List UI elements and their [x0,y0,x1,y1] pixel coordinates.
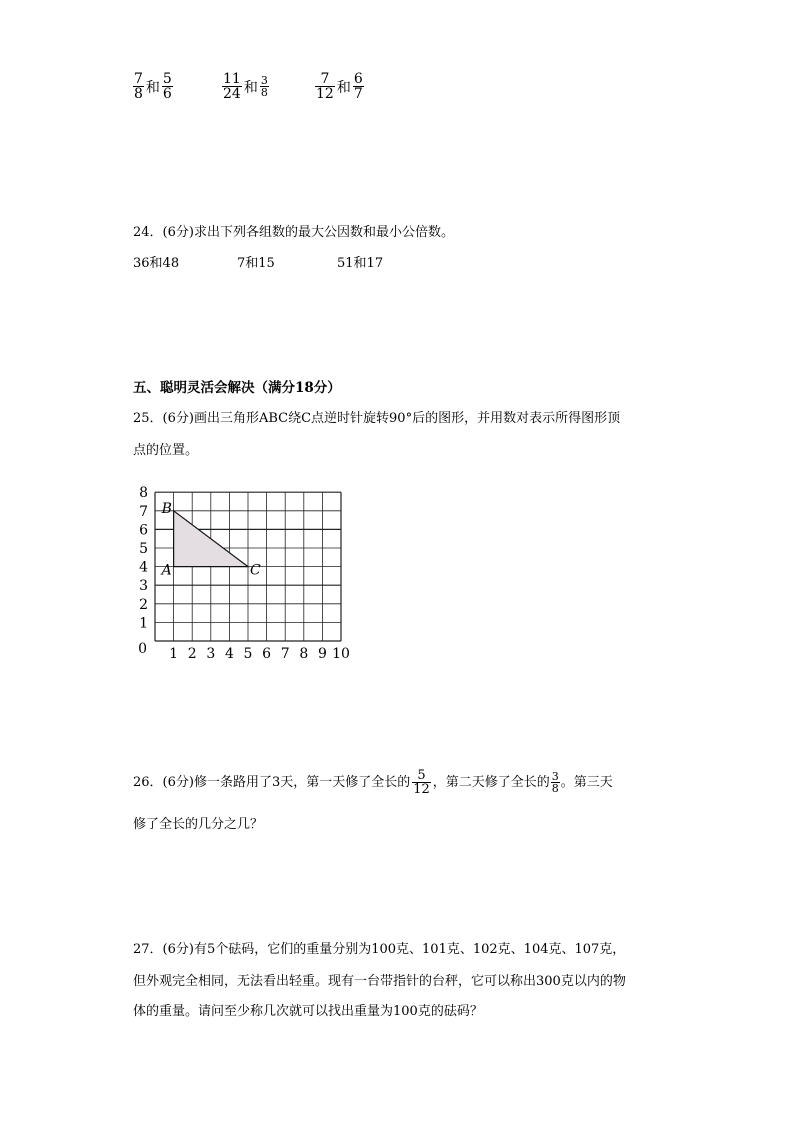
numerator: 6 [353,71,363,87]
y-tick-label: 8 [139,485,148,502]
numerator: 7 [134,71,143,87]
y-tick-label: 6 [139,522,148,539]
q26-line-1 [133,769,613,796]
q24-group-2: 7和15 [237,256,275,271]
y-tick-label: 1 [139,615,148,632]
numerator: 5 [162,71,172,87]
y-tick-label: 4 [139,559,148,576]
joiner-text: 和 [145,79,160,96]
fraction-pair-2 [222,72,269,101]
denominator: 8 [551,782,559,795]
denominator: 12 [413,782,430,797]
y-tick-label: 5 [139,541,148,557]
x-tick-label: 7 [280,646,290,662]
y-tick-label: 3 [139,578,148,595]
x-tick-label: 10 [332,646,350,662]
q27-line-2: 但外观完全相同，无法看出轻重。现有一台带指针的台秤，它可以称出300克以内的物 [133,974,626,989]
y-tick-label: 2 [139,596,148,613]
x-tick-label: 1 [169,646,179,662]
section-heading: 五、聪明灵活会解决（满分18分） [133,380,341,396]
q27-line-3: 体的重量。请问至少称几次就可以找出重量为100克的砝码？ [133,1004,483,1019]
joiner-text: 和 [336,79,351,96]
fraction [353,72,364,101]
q26-middle: ，第二天修了全长的 [432,774,550,790]
x-tick-label: 3 [206,646,216,662]
q25-line-1: 25．(6分)画出三角形ABC绕C点逆时针旋转90°后的图形，并用数对表示所得图形顶 [133,411,621,426]
q25-line-2: 点的位置。 [133,443,199,458]
q24-group-1: 36和48 [133,256,180,271]
numerator: 7 [320,71,330,87]
x-tick-label: 5 [243,646,253,662]
fraction [412,769,431,796]
x-tick-label: 2 [187,646,197,662]
denominator: 8 [260,86,268,99]
q24-prompt: 24．(6分)求出下列各组数的最大公因数和最小公倍数。 [133,225,454,240]
denominator: 6 [162,86,172,102]
fraction [162,72,173,101]
q26-line-2: 修了全长的几分之几？ [133,817,264,832]
numerator: 11 [223,71,241,87]
fraction [315,72,335,101]
y-tick-label: 7 [139,503,148,520]
denominator: 24 [223,86,241,102]
x-tick-label: 8 [299,646,309,662]
numerator: 3 [260,74,268,87]
vertex-label: A [161,562,172,579]
numerator: 3 [551,770,559,783]
x-tick-label: 4 [224,646,234,662]
fraction [260,75,269,98]
fraction-pair-1 [133,72,173,101]
q24-group-3: 51和17 [337,256,384,271]
fraction [133,72,144,101]
x-tick-label: 9 [317,646,327,662]
fraction [551,771,560,794]
origin-label: 0 [138,641,147,657]
fraction-pair-3 [315,72,364,101]
coordinate-grid [130,480,360,670]
fraction [222,72,242,101]
denominator: 8 [134,86,143,102]
joiner-text: 和 [243,79,258,96]
denominator: 12 [316,86,334,102]
q26-suffix: 。第三天 [560,774,613,790]
x-tick-label: 6 [262,646,272,662]
numerator: 5 [417,768,426,783]
q27-line-1: 27．(6分)有5个砝码，它们的重量分别为100克、101克、102克、104克、107克， [133,942,626,957]
denominator: 7 [353,86,363,102]
vertex-label: C [250,562,261,579]
vertex-label: B [161,500,172,517]
q26-prefix: 26．(6分)修一条路用了3天，第一天修了全长的 [133,774,411,790]
